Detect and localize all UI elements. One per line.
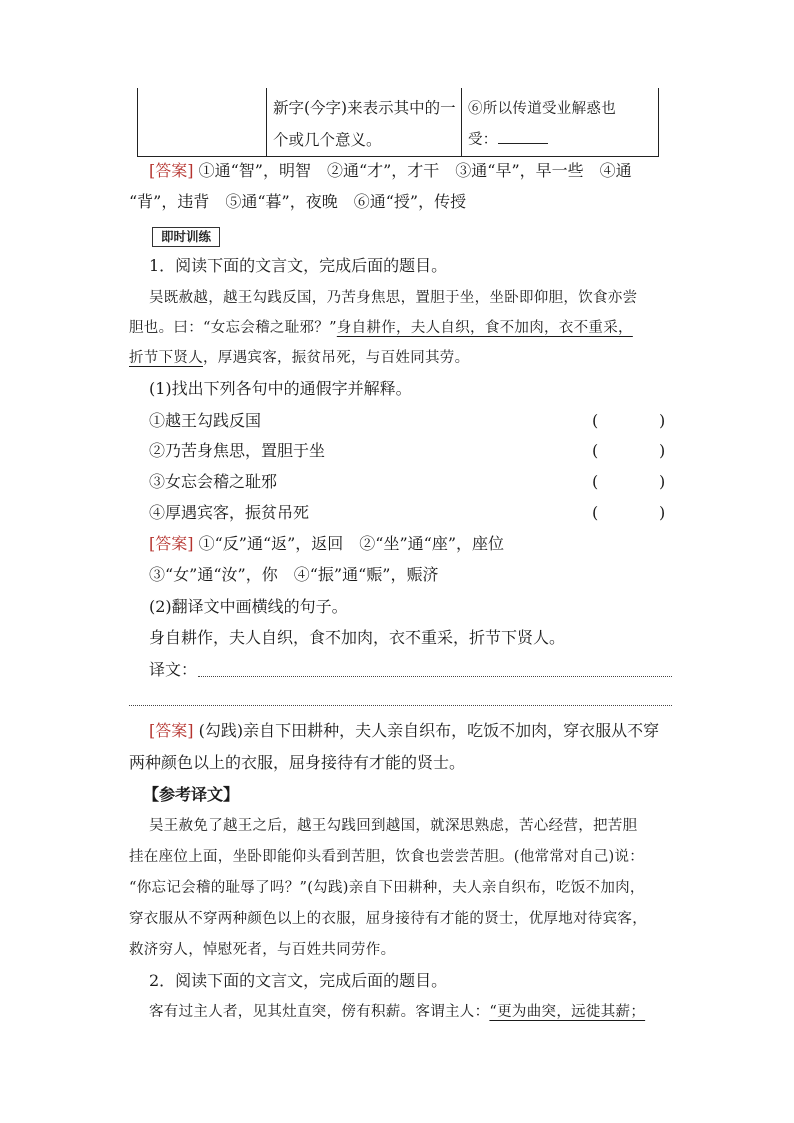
underlined-sentence: 折节下贤人 xyxy=(129,350,203,366)
reference-line: 挂在座位上面，坐卧即能仰头看到苦胆，饮食也尝尝苦胆。(他常常对自己)说： xyxy=(129,849,645,865)
reference-line: “你忘记会稽的耻辱了吗？”(勾践)亲自下田耕种，夫人亲自织布，吃饭不加肉， xyxy=(129,880,645,896)
table-text: 受： xyxy=(468,128,548,149)
answer-paren-close: ) xyxy=(659,441,666,460)
passage-line: 折节下贤人，厚遇宾客，振贫吊死，与百姓同其劳。 xyxy=(129,350,470,366)
table-cell-definition xyxy=(267,88,462,156)
underlined-sentence: 身自耕作，夫人自织，食不加肉，衣不重采， xyxy=(336,320,633,336)
sentence-to-translate: 身自耕作，夫人自织，食不加肉，衣不重采，折节下贤人。 xyxy=(149,628,566,647)
answer-tag: [答案] xyxy=(149,161,194,180)
answer-line: ③“女”通“汝”，你 ④“振”通“赈”，赈济 xyxy=(149,565,439,584)
reference-line: 穿衣服从不穿两种颜色以上的衣服，屈身接待有才能的贤士，优厚地对待宾客， xyxy=(129,911,647,927)
underlined-sentence: “更为曲突，远徙其薪； xyxy=(489,1004,646,1020)
question-heading: 1．阅读下面的文言文，完成后面的题目。 xyxy=(149,256,448,275)
answer-tag: [答案] xyxy=(149,721,194,740)
item-text: ④厚遇宾客，振贫吊死 xyxy=(149,503,310,522)
practice-tag: 即时训练 xyxy=(152,227,220,247)
item-text: ②乃苦身焦思，置胆于坐 xyxy=(149,441,326,460)
answer-paren-close: ) xyxy=(659,503,666,522)
answer-tag: [答案] xyxy=(149,534,194,553)
reference-translation-title: 【参考译文】 xyxy=(143,785,240,804)
table-text: 个或几个意义。 xyxy=(273,131,382,149)
item-text: ③女忘会稽之耻邪 xyxy=(149,472,278,491)
concept-table xyxy=(137,88,659,157)
sub-question: (2)翻译文中画横线的句子。 xyxy=(149,597,348,616)
sub-question: (1)找出下列各句中的通假字并解释。 xyxy=(149,379,412,398)
answer-paren-open: ( xyxy=(592,411,599,430)
answer-paren-close: ) xyxy=(659,411,666,430)
reference-line: 吴王赦免了越王之后，越王勾践回到越国，就深思熟虑，苦心经营，把苦胆 xyxy=(149,818,638,834)
passage-line: 吴既赦越，越王勾践反国，乃苦身焦思，置胆于坐，坐卧即仰胆，饮食亦尝 xyxy=(149,290,638,306)
passage-line: 胆也。曰：“女忘会稽之耻邪？”身自耕作，夫人自织，食不加肉，衣不重采， xyxy=(129,320,633,336)
item-text: ①越王勾践反国 xyxy=(149,411,262,430)
reference-line: 救济穷人，悼慰死者，与百姓共同劳作。 xyxy=(129,942,396,958)
translation-answer-line[interactable] xyxy=(198,676,672,677)
table-cell-example xyxy=(462,88,658,156)
passage-line: 客有过主人者，见其灶直突，傍有积薪。客谓主人：“更为曲突，远徙其薪； xyxy=(149,1004,646,1020)
answer-line: “背”，违背 ⑤通“暮”，夜晚 ⑥通“授”，传授 xyxy=(129,192,467,211)
answer-line: [答案] ①“反”通“返”，返回 ②“坐”通“座”，座位 xyxy=(149,534,505,553)
table-text: 新字(今字)来表示其中的一 xyxy=(273,99,456,117)
answer-paren-close: ) xyxy=(659,472,666,491)
answer-blank[interactable] xyxy=(498,129,548,144)
answer-paren-open: ( xyxy=(592,472,599,491)
answer-paren-open: ( xyxy=(592,503,599,522)
answer-line: [答案] (勾践)亲自下田耕种，夫人亲自织布，吃饭不加肉，穿衣服从不穿 xyxy=(149,721,660,740)
answer-line: [答案] ①通“智”，明智 ②通“才”，才干 ③通“早”，早一些 ④通 xyxy=(149,161,632,180)
answer-paren-open: ( xyxy=(592,441,599,460)
answer-line: 两种颜色以上的衣服，屈身接待有才能的贤士。 xyxy=(129,753,466,772)
table-cell-empty xyxy=(138,88,267,156)
table-text: ⑥所以传道受业解惑也 xyxy=(468,101,616,117)
question-heading: 2．阅读下面的文言文，完成后面的题目。 xyxy=(149,971,448,990)
translate-label: 译文： xyxy=(149,660,198,679)
translation-answer-line[interactable] xyxy=(129,705,672,706)
